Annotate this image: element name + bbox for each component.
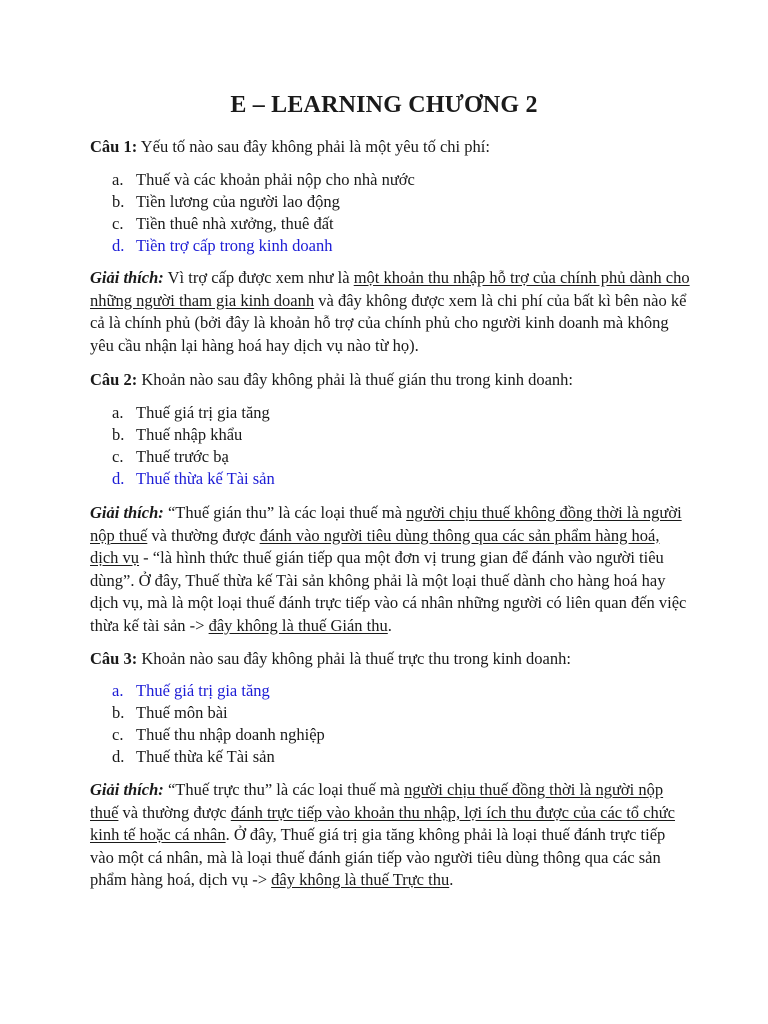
question-text: Khoản nào sau đây không phải là thuế gián thu trong kinh doanh: bbox=[141, 370, 574, 389]
option-b: b. Thuế nhập khẩu bbox=[112, 425, 243, 444]
option-b: b. Tiền lương của người lao động bbox=[112, 192, 340, 211]
option-d-correct: d. Tiền trợ cấp trong kinh doanh bbox=[112, 236, 333, 255]
explanation-3: Giải thích: “Thuế trực thu” là các loại thuế mà người chịu thuế đồng thời là người nộp thuế và thường được đánh trực tiếp vào khoản thu nhập, lợi ích thu được của các tổ chức kinh tế hoặc cá nhân. Ở đây, Thuế giá trị gia tăng không phải là loại thuế đánh trực tiếp vào một cá nhân, mà là loại thuế đánh gián tiếp vào người tiêu dùng thông qua các sản phẩm hàng hoá, dịch vụ -> đây không là thuế Trực thu. bbox=[90, 780, 676, 889]
question-3 bbox=[90, 648, 690, 671]
question-label: Câu 3: bbox=[90, 649, 138, 668]
question-label: Câu 1: bbox=[90, 137, 138, 156]
option-a: a. Thuế giá trị gia tăng bbox=[112, 403, 270, 422]
explanation-2: Giải thích: “Thuế gián thu” là các loại thuế mà người chịu thuế không đồng thời là người nộp thuế và thường được đánh vào người tiêu dùng thông qua các sản phẩm hàng hoá, dịch vụ - “là hình thức thuế gián tiếp qua một đơn vị trung gian để đánh vào người tiêu dùng”. Ở đây, Thuế thừa kế Tài sản không phải là một loại thuế dành cho hàng hoá hay dịch vụ, mà là một loại thuế đánh trực tiếp vào cá nhân những người có liên quan đến việc thừa kế tài sản -> đây không là thuế Gián thu. bbox=[90, 503, 687, 635]
question-text: Yếu tố nào sau đây không phải là một yêu tố chi phí: bbox=[140, 137, 490, 156]
option-c: c. Tiền thuê nhà xưởng, thuê đất bbox=[112, 214, 334, 233]
document-title: E – LEARNING CHƯƠNG 2 bbox=[230, 92, 538, 118]
explanation-1: Giải thích: Vì trợ cấp được xem như là một khoản thu nhập hỗ trợ của chính phủ dành cho những người tham gia kinh doanh và đây không được xem là chi phí của bất kì bên nào kể cả là chính phủ (bởi đây là khoản hỗ trợ của chính phủ cho người kinh doanh mà không yêu cầu nhận lại hàng hoá hay dịch vụ nào từ họ). bbox=[90, 268, 690, 355]
option-c: c. Thuế thu nhập doanh nghiệp bbox=[112, 725, 325, 744]
option-d: d. Thuế thừa kế Tài sản bbox=[112, 747, 275, 766]
question-3-options bbox=[112, 680, 325, 768]
option-b: b. Thuế môn bài bbox=[112, 703, 228, 722]
question-1 bbox=[90, 136, 690, 159]
question-1-options bbox=[112, 169, 415, 257]
option-a-correct: a. Thuế giá trị gia tăng bbox=[112, 681, 270, 700]
question-text: Khoản nào sau đây không phải là thuế trực thu trong kinh doanh: bbox=[141, 649, 571, 668]
explanation-label: Giải thích: bbox=[90, 503, 164, 522]
option-d-correct: d. Thuế thừa kế Tài sản bbox=[112, 469, 275, 488]
question-label: Câu 2: bbox=[90, 370, 138, 389]
explanation-label: Giải thích: bbox=[90, 268, 164, 287]
question-2 bbox=[90, 369, 690, 392]
option-c: c. Thuế trước bạ bbox=[112, 447, 229, 466]
question-2-options bbox=[112, 402, 275, 490]
explanation-label: Giải thích: bbox=[90, 780, 164, 799]
option-a: a. Thuế và các khoản phải nộp cho nhà nước bbox=[112, 170, 415, 189]
